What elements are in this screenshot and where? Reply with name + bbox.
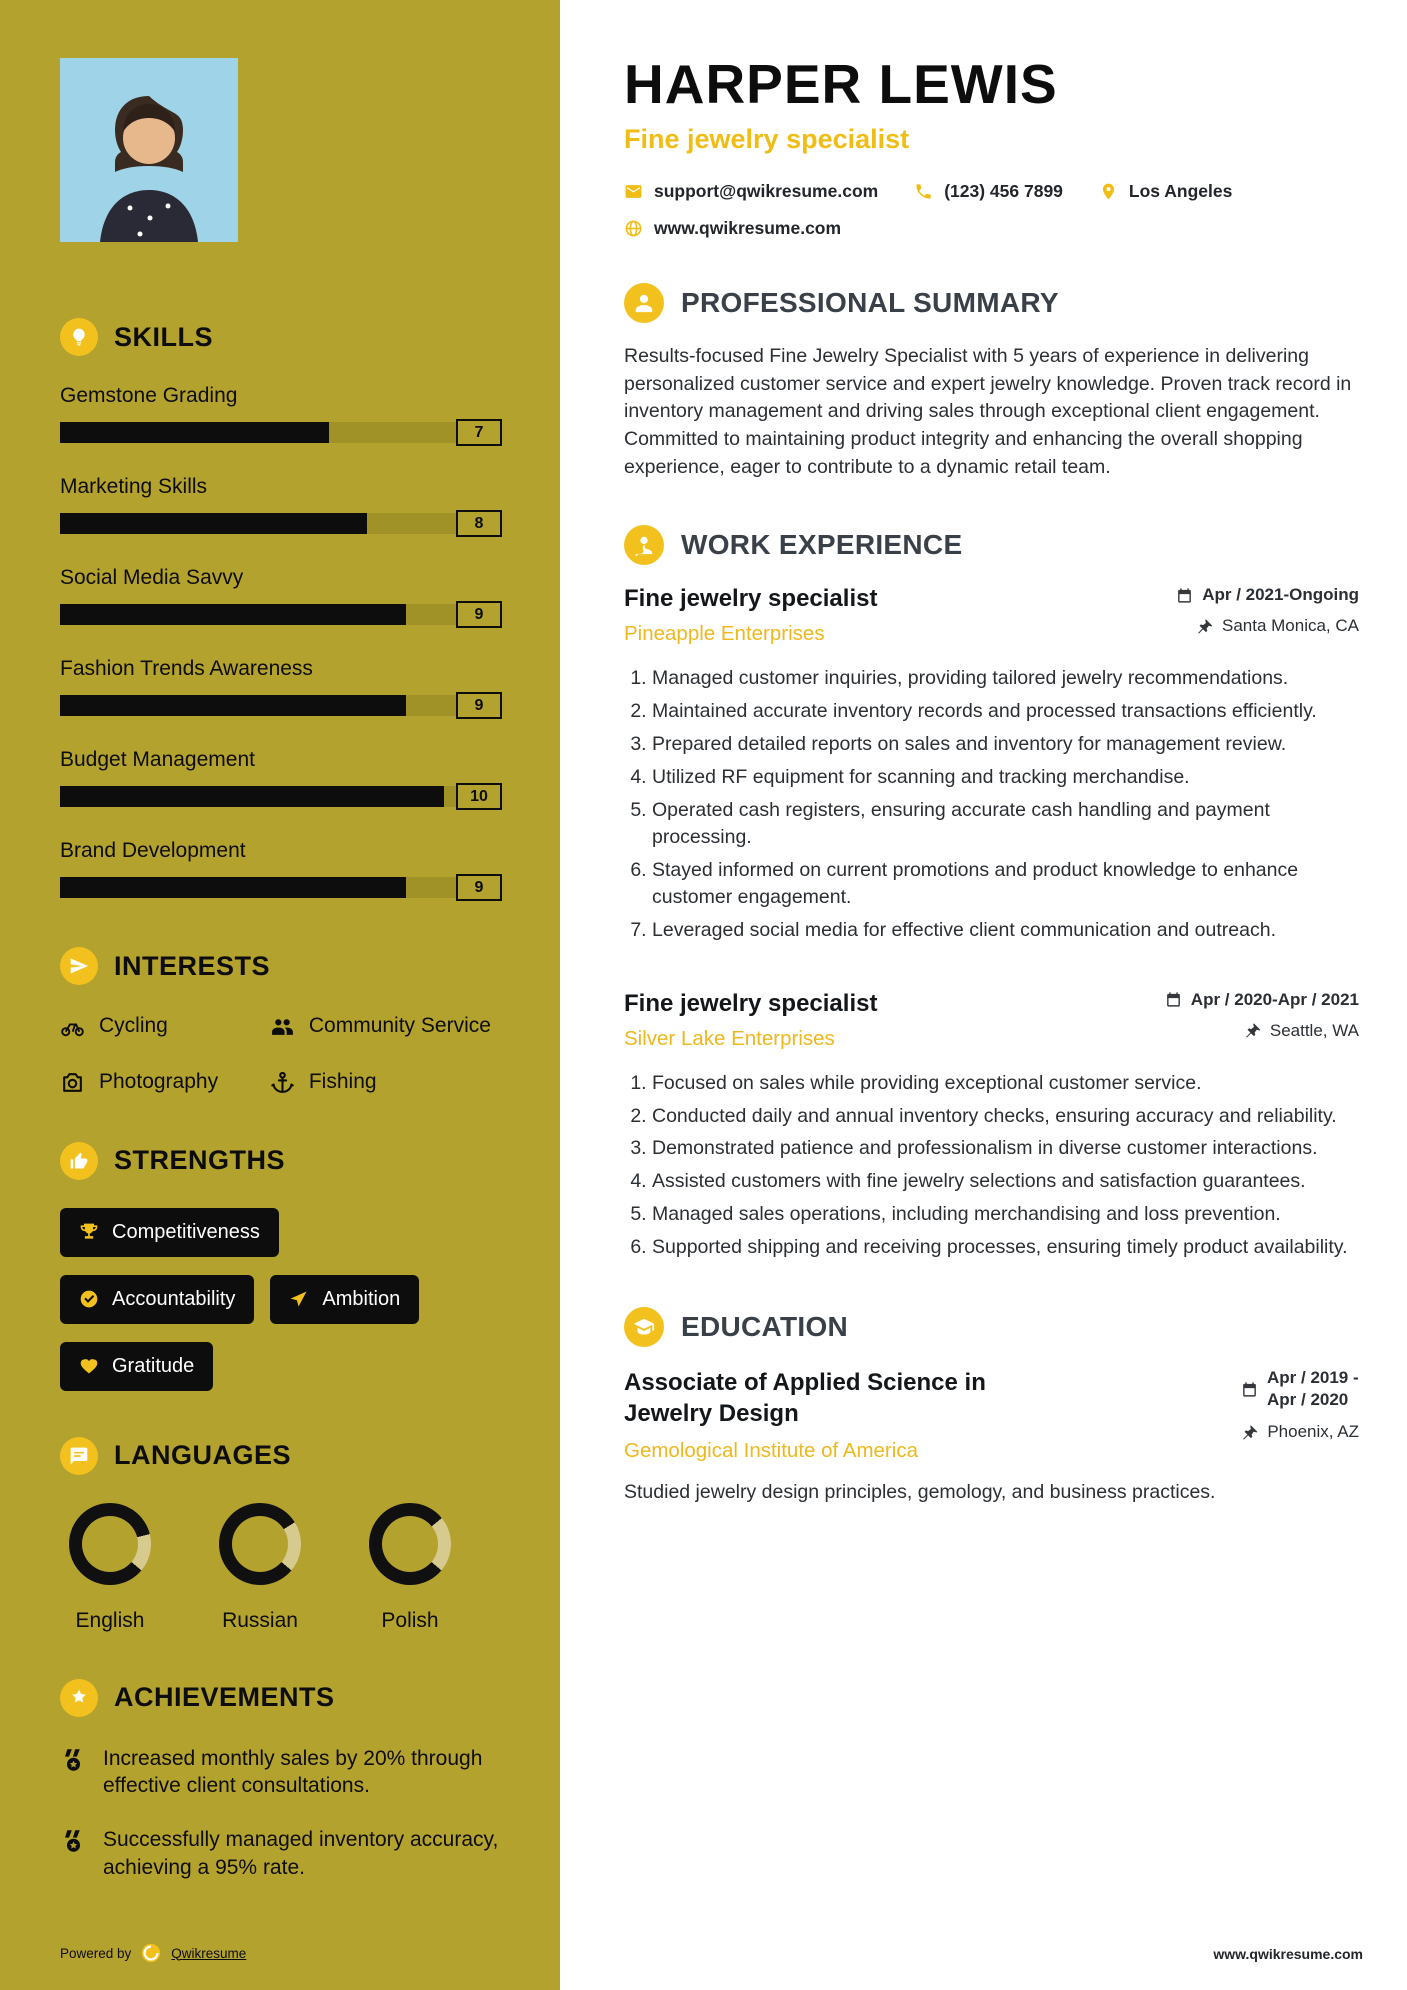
- summary-text: Results-focused Fine Jewelry Specialist with 5 years of experience in delivering personalized customer service and expert jewelry knowledge. Proven track record in inventory management and driving sales through exceptional client engagement. Committed to maintaining product integrity and enhancing the overall shopping experience, eager to contribute to a dynamic retail team.: [624, 345, 1352, 478]
- job-location: Santa Monica, CA: [1221, 616, 1359, 636]
- footer-website-link[interactable]: www.qwikresume.com: [1213, 1946, 1363, 1962]
- skill-label: Fashion Trends Awareness: [60, 657, 313, 680]
- education-heading: [624, 1307, 1359, 1347]
- skills-title: SKILLS: [114, 321, 214, 352]
- interest-label: Community Service: [308, 1014, 491, 1037]
- interest-label: Photography: [99, 1070, 219, 1094]
- calendar-icon: [1241, 1381, 1258, 1398]
- powered-by-label: Powered by: [60, 1945, 132, 1961]
- education-dates: Apr / 2019 - Apr / 2020: [1267, 1368, 1359, 1410]
- skill-label: Brand Development: [60, 839, 246, 862]
- phone-item: [914, 181, 1063, 202]
- language-icon: [60, 1437, 98, 1475]
- education-title: EDUCATION: [681, 1311, 849, 1343]
- globe-icon: [624, 219, 643, 238]
- achievement-item: [60, 1826, 502, 1881]
- user-icon: [624, 283, 664, 323]
- email-text: support@qwikresume.com: [654, 181, 879, 201]
- achievement-text: Successfully managed inventory accuracy, achieving a 95% rate.: [103, 1827, 499, 1879]
- skill-label: Social Media Savvy: [60, 566, 244, 589]
- website-text: www.qwikresume.com: [654, 218, 842, 238]
- job-meta: [1124, 990, 1359, 1052]
- paper-plane-icon: [60, 947, 98, 985]
- skill-bar-fill: [60, 695, 406, 716]
- interests-heading: [60, 947, 502, 985]
- job-bullets: [624, 665, 1359, 943]
- contact-row: [624, 181, 1324, 239]
- website-link[interactable]: [624, 218, 841, 239]
- language-label: Polish: [381, 1608, 439, 1632]
- job-dates: Apr / 2021-Ongoing: [1202, 585, 1359, 605]
- pushpin-icon: [1244, 1022, 1261, 1039]
- skill-label: Marketing Skills: [60, 475, 208, 498]
- skill-value: 10: [456, 783, 502, 810]
- job-bullets: [624, 1070, 1359, 1261]
- main-content: [560, 0, 1407, 1507]
- skill-item: [60, 384, 502, 446]
- job-entry: [624, 990, 1359, 1261]
- location-item: [1099, 181, 1232, 202]
- achievements-heading: [60, 1679, 502, 1717]
- job-bullet: 4. Assisted customers with fine jewelry selections and satisfaction guarantees.: [652, 1168, 1359, 1195]
- strength-label: Ambition: [322, 1287, 401, 1310]
- strength-pill: [270, 1275, 419, 1324]
- strength-pill: [60, 1342, 213, 1391]
- skill-label: Gemstone Grading: [60, 384, 238, 407]
- email-link[interactable]: [624, 181, 878, 202]
- interests-section: [60, 947, 502, 1096]
- location-text: Los Angeles: [1128, 181, 1233, 201]
- mail-icon: [624, 182, 643, 201]
- profile-photo: [60, 58, 238, 242]
- strengths-section: [60, 1142, 502, 1391]
- candidate-title: Fine jewelry specialist: [624, 124, 910, 154]
- achievements-title: ACHIEVEMENTS: [114, 1682, 335, 1712]
- achievement-text: Increased monthly sales by 20% through effective client consultations.: [103, 1746, 483, 1798]
- language-item: [360, 1503, 460, 1633]
- job-dates: Apr / 2020-Apr / 2021: [1190, 989, 1359, 1009]
- language-label: English: [75, 1608, 145, 1632]
- interest-item: [60, 1069, 262, 1095]
- skill-item: [60, 748, 502, 810]
- skill-bar-track: [60, 877, 502, 898]
- education-location: Phoenix, AZ: [1267, 1422, 1359, 1442]
- skill-item: [60, 475, 502, 537]
- job-bullet: 6. Supported shipping and receiving processes, ensuring timely product availability.: [652, 1234, 1359, 1261]
- calendar-icon: [1176, 587, 1193, 604]
- job-company: Pineapple Enterprises: [624, 622, 825, 646]
- anchor-icon: [270, 1070, 295, 1095]
- calendar-icon: [1165, 991, 1182, 1008]
- job-bullet: 3. Demonstrated patience and professionalism in diverse customer interactions.: [652, 1135, 1359, 1162]
- interest-label: Fishing: [308, 1070, 377, 1094]
- job-bullet: 7. Leveraged social media for effective client communication and outreach.: [652, 917, 1359, 944]
- skills-section: [60, 318, 502, 901]
- languages-heading: [60, 1437, 502, 1475]
- qwikresume-link[interactable]: Qwikresume: [171, 1945, 247, 1961]
- job-title: Fine jewelry specialist: [624, 585, 878, 613]
- job-title: Fine jewelry specialist: [624, 989, 878, 1017]
- pushpin-icon: [1196, 618, 1213, 635]
- experience-heading: [624, 525, 1359, 565]
- skill-value: 7: [456, 419, 502, 446]
- job-bullet: 4. Utilized RF equipment for scanning and tracking merchandise.: [652, 764, 1359, 791]
- avatar: [60, 58, 238, 242]
- fist-icon: [60, 1142, 98, 1180]
- language-label: Russian: [222, 1608, 298, 1632]
- languages-grid: [60, 1503, 502, 1633]
- community-icon: [270, 1014, 295, 1039]
- skill-bar-track: [60, 604, 502, 625]
- achievements-section: [60, 1679, 502, 1882]
- candidate-name: HARPER LEWIS: [624, 53, 1058, 115]
- language-item: [60, 1503, 160, 1633]
- languages-title: LANGUAGES: [114, 1440, 292, 1470]
- phone-icon: [914, 182, 933, 201]
- strength-pill: [60, 1208, 279, 1257]
- skill-item: [60, 566, 502, 628]
- summary-heading: [624, 283, 1359, 323]
- skill-value: 9: [456, 692, 502, 719]
- skills-heading: [60, 318, 502, 356]
- education-description: Studied jewelry design principles, gemology, and business practices.: [624, 1481, 1216, 1504]
- skill-item: [60, 839, 502, 901]
- graduation-cap-icon: [624, 1307, 664, 1347]
- star-badge-icon: [60, 1679, 98, 1717]
- bicycle-icon: [60, 1014, 85, 1039]
- interests-title: INTERESTS: [114, 950, 271, 981]
- medal-icon: [60, 1828, 87, 1855]
- sidebar: [0, 0, 560, 1990]
- phone-text: (123) 456 7899: [944, 181, 1063, 201]
- strength-label: Competitiveness: [112, 1220, 260, 1243]
- achievement-item: [60, 1745, 502, 1800]
- education-meta: [1124, 1367, 1359, 1453]
- qwikresume-logo-icon: [140, 1942, 162, 1964]
- strength-label: Accountability: [112, 1287, 236, 1310]
- skill-bar-track: [60, 422, 502, 443]
- skill-value: 9: [456, 601, 502, 628]
- heart-icon: [79, 1356, 99, 1376]
- experience-title: WORK EXPERIENCE: [681, 529, 963, 561]
- school: Gemological Institute of America: [624, 1439, 918, 1463]
- pushpin-icon: [1241, 1424, 1258, 1441]
- job-entry: [624, 585, 1359, 943]
- interests-grid: [60, 1013, 502, 1096]
- job-bullet: 3. Prepared detailed reports on sales and inventory for management review.: [652, 731, 1359, 758]
- job-bullet: 2. Maintained accurate inventory records and processed transactions efficiently.: [652, 698, 1359, 725]
- job-bullet: 5. Managed sales operations, including merchandising and loss prevention.: [652, 1201, 1359, 1228]
- skill-bar-fill: [60, 422, 329, 443]
- powered-by: [60, 1942, 246, 1964]
- skill-bar-track: [60, 695, 502, 716]
- camera-icon: [60, 1070, 85, 1095]
- medal-icon: [60, 1747, 87, 1774]
- skill-value: 8: [456, 510, 502, 537]
- interest-item: [270, 1069, 502, 1095]
- skill-bar-fill: [60, 877, 406, 898]
- job-bullet: 1. Focused on sales while providing exceptional customer service.: [652, 1070, 1359, 1097]
- language-donut: [69, 1503, 151, 1585]
- language-item: [210, 1503, 310, 1633]
- skill-bar-fill: [60, 786, 444, 807]
- languages-section: [60, 1437, 502, 1633]
- degree: Associate of Applied Science in Jewelry Design: [624, 1369, 986, 1428]
- strength-label: Gratitude: [112, 1354, 195, 1377]
- job-bullet: 1. Managed customer inquiries, providing tailored jewelry recommendations.: [652, 665, 1359, 692]
- pin-icon: [1099, 182, 1118, 201]
- interest-item: [270, 1013, 502, 1039]
- strengths-heading: [60, 1142, 502, 1180]
- check-circle-icon: [79, 1289, 99, 1309]
- skill-label: Budget Management: [60, 748, 255, 771]
- language-donut: [369, 1503, 451, 1585]
- job-meta: [1124, 585, 1359, 647]
- strengths-title: STRENGTHS: [114, 1145, 286, 1175]
- strength-pill: [60, 1275, 254, 1324]
- skill-bar-fill: [60, 604, 406, 625]
- skill-bar-track: [60, 513, 502, 534]
- interest-item: [60, 1013, 262, 1039]
- job-bullet: 5. Operated cash registers, ensuring accurate cash handling and payment processing.: [652, 797, 1359, 851]
- dart-icon: [289, 1289, 309, 1309]
- skill-item: [60, 657, 502, 719]
- trophy-icon: [79, 1222, 99, 1242]
- skill-value: 9: [456, 874, 502, 901]
- job-company: Silver Lake Enterprises: [624, 1026, 835, 1050]
- language-donut: [219, 1503, 301, 1585]
- skill-bar-track: [60, 786, 502, 807]
- education-entry: [624, 1367, 1359, 1507]
- job-bullet: 6. Stayed informed on current promotions and product knowledge to enhance customer engagement.: [652, 857, 1359, 911]
- skill-bar-fill: [60, 513, 367, 534]
- job-location: Seattle, WA: [1269, 1020, 1359, 1040]
- person-tie-icon: [624, 525, 664, 565]
- job-bullet: 2. Conducted daily and annual inventory checks, ensuring accuracy and reliability.: [652, 1103, 1359, 1130]
- bulb-icon: [60, 318, 98, 356]
- interest-label: Cycling: [99, 1014, 168, 1037]
- summary-title: PROFESSIONAL SUMMARY: [681, 287, 1059, 318]
